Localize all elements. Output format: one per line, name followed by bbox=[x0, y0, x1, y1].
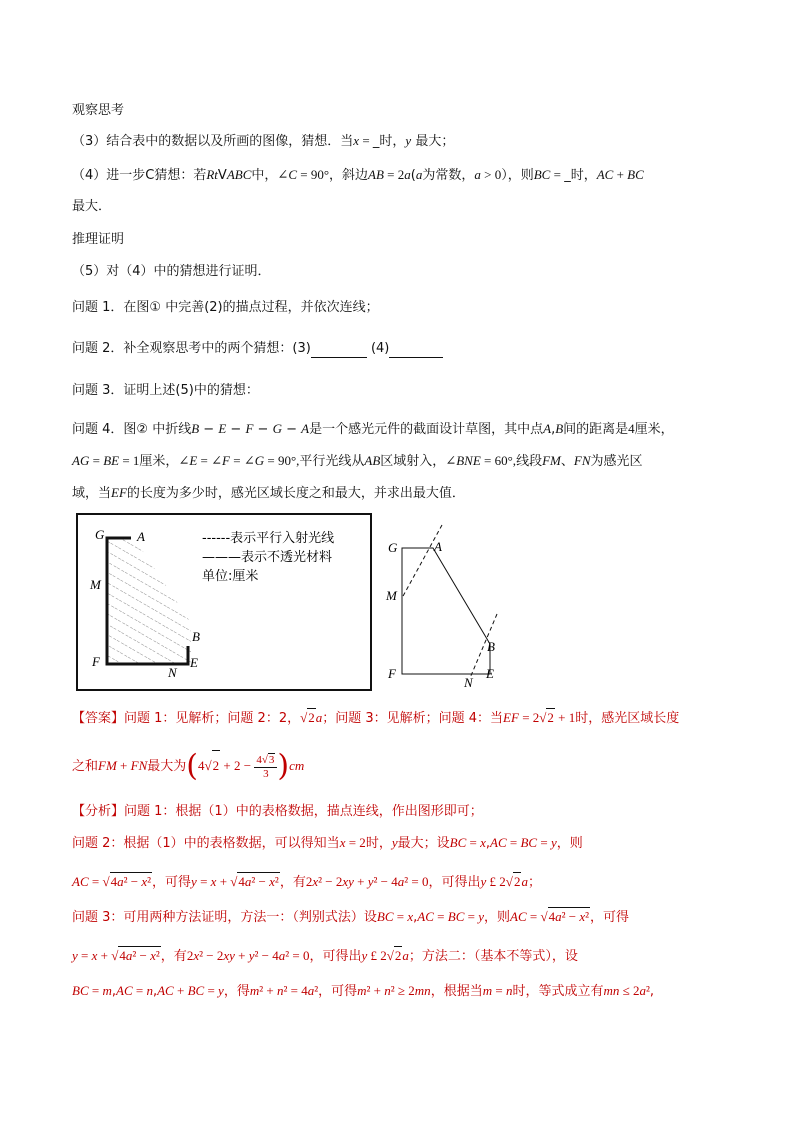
question-4-end: 最大． bbox=[72, 199, 112, 214]
answer-line2: 之和FM + FN最大为(4√2 + 2 − $\frac{4√3}{3}$ )cm bbox=[72, 748, 305, 784]
fig2-label-e: E bbox=[486, 666, 494, 681]
label-m: M bbox=[90, 577, 101, 592]
problem-3: 问题 3．证明上述(5)中的猜想： bbox=[72, 383, 259, 398]
fig2-label-g: G bbox=[388, 540, 398, 555]
fig2-label-n: N bbox=[464, 675, 473, 690]
analysis-line5: y = x + √4a² − x²，有2x² − 2xy + y² − 4a² = 0，可得出y £ 2√2a；方法二：（基本不等式），设 bbox=[72, 948, 578, 964]
question-5: （5）对（4）中的猜想进行证明． bbox=[72, 264, 271, 279]
analysis-line2: 问题 2：根据（1）中的表格数据，可以得知当x = 2时，y最大；设BC = x,AC = BC = y，则 bbox=[72, 835, 583, 851]
analysis-line1: 【分析】问题 1：根据（1）中的表格数据，描点连线，作出图形即可； bbox=[72, 804, 483, 819]
analysis-line4: 问题 3：可用两种方法证明，方法一：（判别式法）设BC = x,AC = BC = y，则AC = √4a² − x²，可得 bbox=[72, 909, 630, 925]
fig2-label-a: A bbox=[434, 539, 442, 554]
problem-1: 问题 1．在图① 中完善(2)的描点过程，并依次连线； bbox=[72, 300, 379, 315]
heading-proof: 推理证明 bbox=[72, 232, 125, 247]
fig2-label-m: M bbox=[386, 588, 397, 603]
label-g: G bbox=[95, 527, 105, 542]
label-b: B bbox=[192, 629, 200, 644]
problem-2: 问题 2．补全观察思考中的两个猜想：(3) (4) bbox=[72, 340, 443, 358]
label-e: E bbox=[190, 655, 198, 670]
answer-line1: 【答案】问题 1：见解析；问题 2：2，√2a；问题 3：见解析；问题 4：当EF = 2√2 + 1时，感光区域长度 bbox=[72, 710, 680, 726]
legend-opaque-material: ———表示不透光材料 bbox=[202, 550, 333, 565]
problem-4-line3: 域，当EF的长度为多少时，感光区域长度之和最大，并求出最大值． bbox=[72, 485, 465, 501]
problem-4-line1: 问题 4．图② 中折线B − E − F − G − A是一个感光元件的截面设计草图，其中点A,B间的距离是4厘米， bbox=[72, 421, 674, 437]
label-a: A bbox=[137, 529, 145, 544]
fig2-label-b: B bbox=[487, 639, 495, 654]
light-ray-through-a bbox=[402, 525, 442, 598]
label-f: F bbox=[92, 654, 100, 669]
label-n: N bbox=[168, 665, 177, 680]
analysis-line6: BC = m,AC = n,AC + BC = y，得m² + n² = 4a²，可得m² + n² ≥ 2mn，根据当m = n时，等式成立有mn ≤ 2a², bbox=[72, 983, 655, 999]
figure-1 bbox=[76, 513, 372, 691]
figure-2 bbox=[384, 520, 514, 690]
analysis-line3: AC = √4a² − x²，可得y = x + √4a² − x²，有2x² − 2xy + y² − 4a² = 0，可得出y £ 2√2a； bbox=[72, 874, 541, 890]
problem-4-line2: AG = BE = 1厘米，∠E = ∠F = ∠G = 90°,平行光线从AB区域射入，∠BNE = 60°,线段FM、FN为感光区 bbox=[72, 453, 643, 469]
fig2-label-f: F bbox=[388, 666, 396, 681]
legend-unit: 单位:厘米 bbox=[202, 569, 259, 584]
sensor-cross-section bbox=[402, 548, 490, 674]
question-3: （3）结合表中的数据以及所画的图像，猜想．当x = _时，y 最大； bbox=[72, 133, 455, 149]
legend-parallel-light: ------表示平行入射光线 bbox=[202, 531, 335, 546]
question-4: （4）进一步C猜想：若RtVABC中，∠C = 90°，斜边AB = 2a(a为常数，a > 0），则BC = _时，AC + BC bbox=[72, 167, 644, 183]
heading-observe: 观察思考 bbox=[72, 103, 125, 118]
